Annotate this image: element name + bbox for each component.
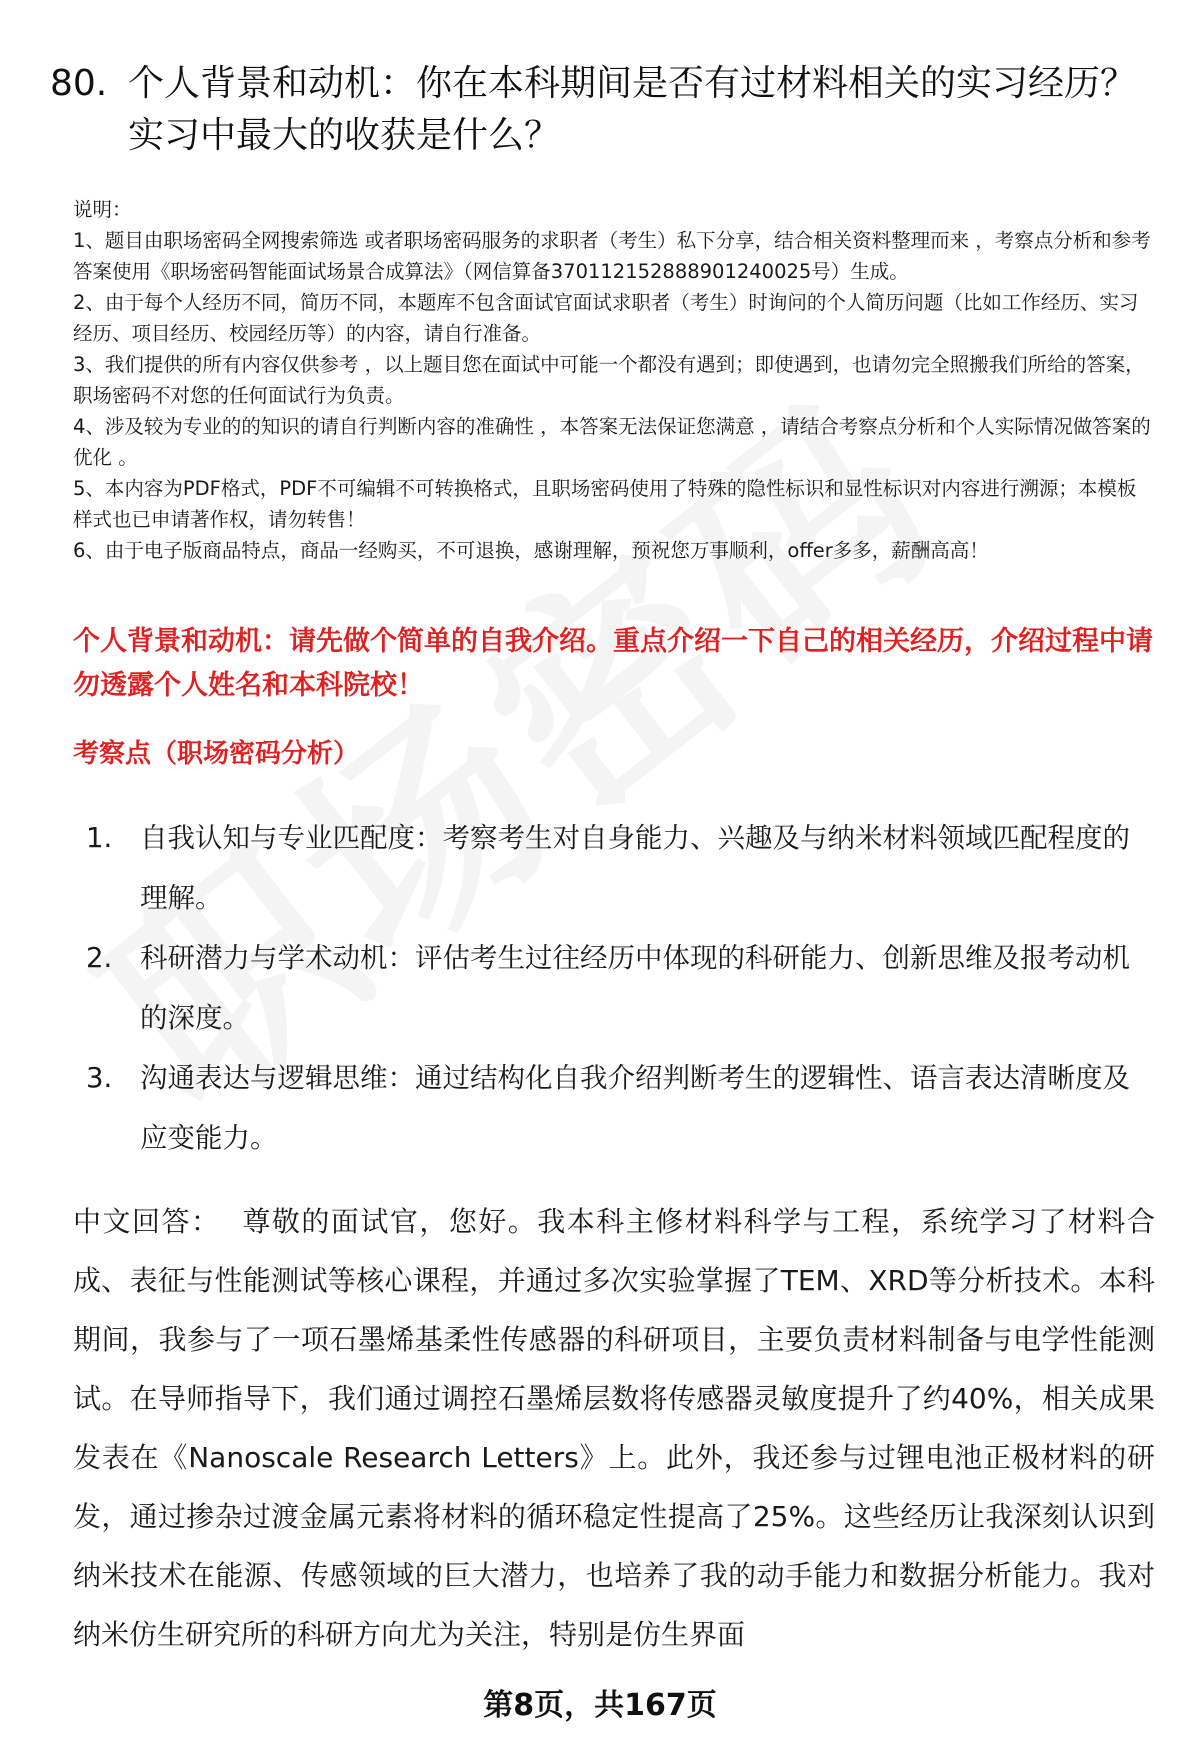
- point-text: 沟通表达与逻辑思维：通过结构化自我介绍判断考生的逻辑性、语言表达清晰度及应变能力。: [140, 1062, 1130, 1154]
- point-text: 科研潜力与学术动机：评估考生过往经历中体现的科研能力、创新思维及报考动机的深度。: [140, 942, 1130, 1034]
- question-number: 80.: [50, 63, 108, 104]
- note-item: 3、我们提供的所有内容仅供参考 ，以上题目您在面试中可能一个都没有遇到；即使遇到，也请勿完全照搬我们所给的答案，职场密码不对您的任何面试行为负责。: [73, 353, 1145, 407]
- point-number: 3.: [86, 1062, 113, 1094]
- note-item: 4、涉及较为专业的的知识的请自行判断内容的准确性 ，本答案无法保证您满意 ，请结合考察点分析和个人实际情况做答案的优化 。: [73, 415, 1151, 469]
- analysis-point: [73, 1048, 1153, 1168]
- point-number: 1.: [86, 822, 113, 854]
- analysis-heading: 考察点（职场密码分析）: [73, 739, 360, 769]
- answer-text: 尊敬的面试官，您好。我本科主修材料科学与工程，系统学习了材料合成、表征与性能测试等核心课程，并通过多次实验掌握了TEM、XRD等分析技术。本科期间，我参与了一项石墨烯基柔性传感器的科研项目，主要负责材料制备与电学性能测试。在导师指导下，我们通过调控石墨烯层数将传感器灵敏度提升了约40%，相关成果发表在《Nanoscale Research Letters》上。此外，我还参与过锂电池正极材料的研发，通过掺杂过渡金属元素将材料的循环稳定性提高了25%。这些经历让我深刻认识到纳米技术在能源、传感领域的巨大潜力，也培养了我的动手能力和数据分析能力。我对纳米仿生研究所的科研方向尤为关注，特别是仿生界面: [73, 1205, 1155, 1651]
- question-text: 个人背景和动机：你在本科期间是否有过材料相关的实习经历？实习中最大的收获是什么？: [128, 63, 1137, 156]
- page-footer: 第8页，共167页: [483, 1688, 717, 1723]
- point-number: 2.: [86, 942, 113, 974]
- point-text: 自我认知与专业匹配度：考察考生对自身能力、兴趣及与纳米材料领域匹配程度的理解。: [140, 822, 1130, 914]
- analysis-point: [73, 808, 1153, 928]
- analysis-points: [73, 808, 1153, 1168]
- note-item: 6、由于电子版商品特点，商品一经购买，不可退换，感谢理解，预祝您万事顺利，offer多多，薪酬高高！: [73, 539, 989, 562]
- note-item: 5、本内容为PDF格式，PDF不可编辑不可转换格式，且职场密码使用了特殊的隐性标识和显性标识对内容进行溯源；本模板样式也已申请著作权，请勿转售！: [73, 477, 1137, 531]
- analysis-point: [73, 928, 1153, 1048]
- answer-label: 中文回答：: [73, 1205, 221, 1238]
- interview-question: 个人背景和动机：请先做个简单的自我介绍。重点介绍一下自己的相关经历，介绍过程中请勿透露个人姓名和本科院校！: [73, 626, 1153, 701]
- disclaimer-notes: [73, 194, 1153, 566]
- question-title: [50, 58, 1170, 162]
- answer-paragraph: [73, 1192, 1155, 1664]
- note-item: 2、由于每个人经历不同，简历不同，本题库不包含面试官面试求职者（考生）时询问的个人简历问题（比如工作经历、实习经历、项目经历、校园经历等）的内容，请自行准备。: [73, 291, 1139, 345]
- note-item: 1、题目由职场密码全网搜索筛选 或者职场密码服务的求职者（考生）私下分享，结合相关资料整理而来 ，考察点分析和参考答案使用《职场密码智能面试场景合成算法》（网信算备370112152888901240025号）生成。: [73, 229, 1151, 283]
- notes-heading: 说明：: [73, 198, 132, 221]
